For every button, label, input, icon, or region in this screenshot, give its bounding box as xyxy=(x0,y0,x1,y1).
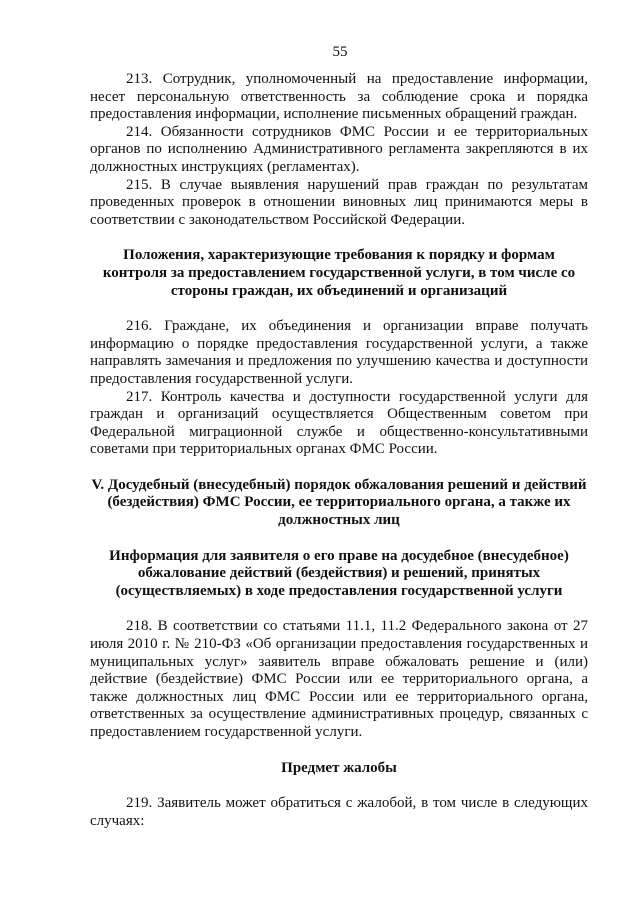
section-heading-complaint-subject: Предмет жалобы xyxy=(281,759,397,776)
paragraph-213: 213. Сотрудник, уполномоченный на предоставление информации, несет персональную ответственность за соблюдение срока и порядка предоставления информации, исполнение письменных обращений граждан. xyxy=(90,71,588,123)
page-number: 55 xyxy=(332,44,348,60)
paragraph-216: 216. Граждане, их объединения и организации вправе получать информацию о порядке предоставления государственной услуги, а также направлять замечания и предложения по улучшению качества и доступности предоставления государственной услуги. xyxy=(90,318,588,387)
paragraph-214: 214. Обязанности сотрудников ФМС России и ее территориальных органов по исполнению Административного регламента закрепляются в их должностных инструкциях (регламентах). xyxy=(90,123,588,175)
document-body xyxy=(90,71,588,830)
paragraph-218: 218. В соответствии со статьями 11.1, 11.2 Федерального закона от 27 июля 2010 г. № 210-ФЗ «Об организации предоставления государственных и муниципальных услуг» заявитель вправе обжаловать решение и (или) действие (бездействие) ФМС России или ее территориального органа, а также должностных лиц ФМС России или ее территориального органа, ответственных за осуществление административных процедур, связанных с предоставлением государственной услуги. xyxy=(90,618,588,740)
section-heading-control: Положения, характеризующие требования к порядку и формам контроля за предоставлением государственной услуги, в том числе со стороны граждан, их объединений и организаций xyxy=(102,247,576,299)
paragraph-215: 215. В случае выявления нарушений прав граждан по результатам проведенных проверок в отношении виновных лиц принимаются меры в соответствии с законодательством Российской Федерации. xyxy=(90,176,588,228)
section-heading-appeal-info: Информация для заявителя о его праве на досудебное (внесудебное) обжалование действий (бездействия) и решений, принятых (осуществляемых) в ходе предоставления государственной услуги xyxy=(109,547,569,599)
chapter-heading-v: V. Досудебный (внесудебный) порядок обжалования решений и действий (бездействия) ФМС России, ее территориального органа, а также их должностных лиц xyxy=(91,476,587,529)
paragraph-217: 217. Контроль качества и доступности государственной услуги для граждан и организаций осуществляется Общественным советом при Федеральной миграционной службе и общественно-консультативными советами при территориальных органах ФМС России. xyxy=(90,388,588,458)
paragraph-219: 219. Заявитель может обратиться с жалобой, в том числе в следующих случаях: xyxy=(90,795,588,829)
